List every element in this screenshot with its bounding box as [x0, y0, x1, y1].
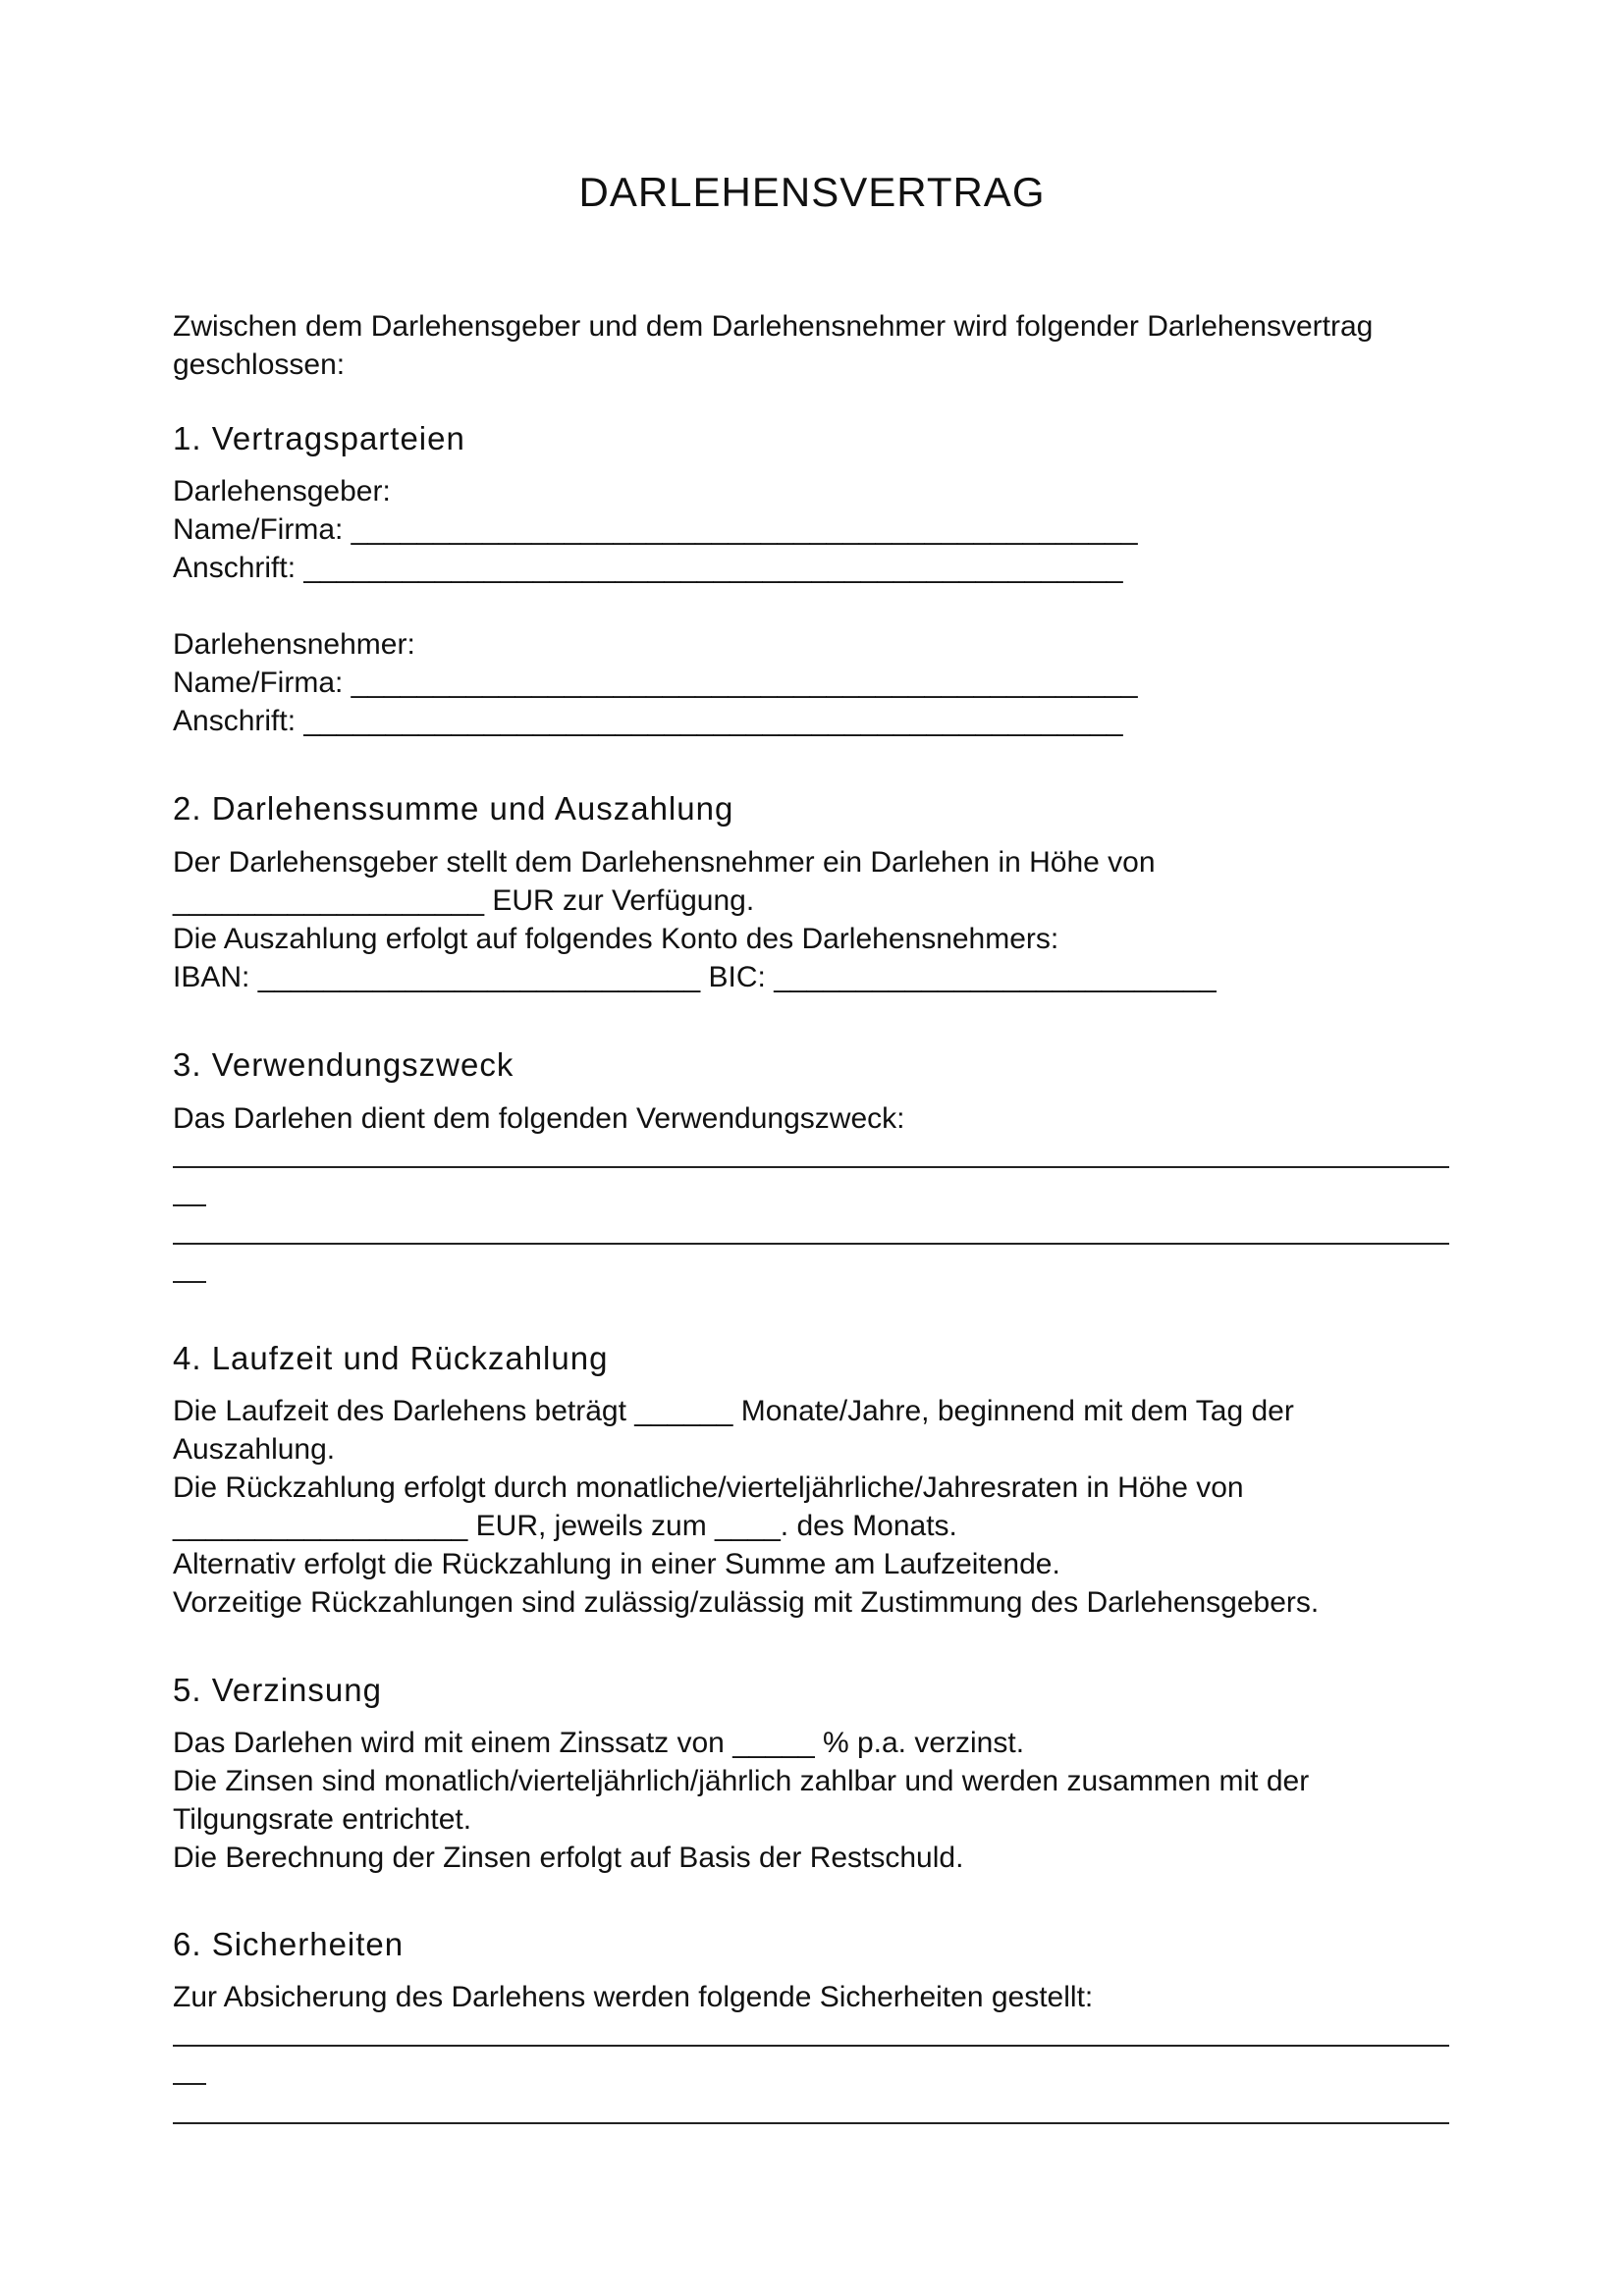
purpose-fill-line-end: [173, 1204, 206, 1206]
interest-rate-field: Das Darlehen wird mit einem Zinssatz von _____ % p.a. verzinst.: [173, 1727, 1025, 1759]
text-line: Die Auszahlung erfolgt auf folgendes Konto des Darlehensnehmers:: [173, 923, 1059, 955]
text-line: Die Rückzahlung erfolgt durch monatliche/vierteljährliche/Jahresraten in Höhe von: [173, 1471, 1244, 1504]
section-2-heading: 2. Darlehenssumme und Auszahlung: [173, 790, 734, 827]
text-line: Das Darlehen dient dem folgenden Verwendungszweck:: [173, 1102, 905, 1135]
section-2-body: [173, 843, 1449, 996]
securities-fill-line: [173, 2122, 1449, 2124]
iban-bic-field: IBAN: ___________________________ BIC: ___________________________: [173, 961, 1217, 993]
intro-paragraph: [173, 307, 1449, 384]
document-title: DARLEHENSVERTRAG: [578, 169, 1046, 215]
text-line: Die Laufzeit des Darlehens beträgt ______ Monate/Jahre, beginnend mit dem Tag der: [173, 1395, 1294, 1427]
text-line: Die Zinsen sind monatlich/vierteljährlich/jährlich zahlbar und werden zusammen mit der: [173, 1765, 1310, 1797]
borrower-name-field: Name/Firma: ________________________________________________: [173, 667, 1138, 699]
purpose-fill-line: [173, 1243, 1449, 1245]
section-3-heading: 3. Verwendungszweck: [173, 1046, 514, 1083]
intro-line: geschlossen:: [173, 348, 346, 381]
installment-field: __________________ EUR, jeweils zum ____. des Monats.: [173, 1510, 957, 1542]
section-6-heading: 6. Sicherheiten: [173, 1926, 405, 1962]
section-4-body: [173, 1392, 1449, 1622]
text-line: Vorzeitige Rückzahlungen sind zulässig/zulässig mit Zustimmung des Darlehensgebers.: [173, 1586, 1320, 1619]
section-5-body: [173, 1724, 1449, 1877]
text-line: Tilgungsrate entrichtet.: [173, 1803, 472, 1836]
section-1-heading: 1. Vertragsparteien: [173, 420, 465, 456]
text-line: Die Berechnung der Zinsen erfolgt auf Basis der Restschuld.: [173, 1842, 964, 1874]
section-5-heading: 5. Verzinsung: [173, 1672, 382, 1708]
borrower-label: Darlehensnehmer:: [173, 628, 415, 661]
amount-field: ___________________ EUR zur Verfügung.: [173, 884, 755, 917]
securities-fill-line-end: [173, 2083, 206, 2085]
purpose-fill-line-end: [173, 1281, 206, 1283]
text-line: Zur Absicherung des Darlehens werden folgende Sicherheiten gestellt:: [173, 1981, 1094, 2013]
section-3-body: [173, 1099, 1449, 1138]
lender-label: Darlehensgeber:: [173, 475, 391, 507]
text-line: Auszahlung.: [173, 1433, 336, 1466]
section-4-heading: 4. Laufzeit und Rückzahlung: [173, 1340, 609, 1376]
purpose-fill-line: [173, 1166, 1449, 1168]
text-line: Alternativ erfolgt die Rückzahlung in einer Summe am Laufzeitende.: [173, 1548, 1060, 1580]
securities-fill-line: [173, 2045, 1449, 2047]
lender-address-field: Anschrift: __________________________________________________: [173, 552, 1123, 584]
text-line: Der Darlehensgeber stellt dem Darlehensnehmer ein Darlehen in Höhe von: [173, 846, 1156, 879]
section-6-body: [173, 1978, 1449, 2016]
borrower-address-field: Anschrift: __________________________________________________: [173, 705, 1123, 737]
section-1-body: [173, 472, 1449, 740]
lender-name-field: Name/Firma: ________________________________________________: [173, 513, 1138, 546]
intro-line: Zwischen dem Darlehensgeber und dem Darlehensnehmer wird folgender Darlehensvertrag: [173, 310, 1374, 343]
